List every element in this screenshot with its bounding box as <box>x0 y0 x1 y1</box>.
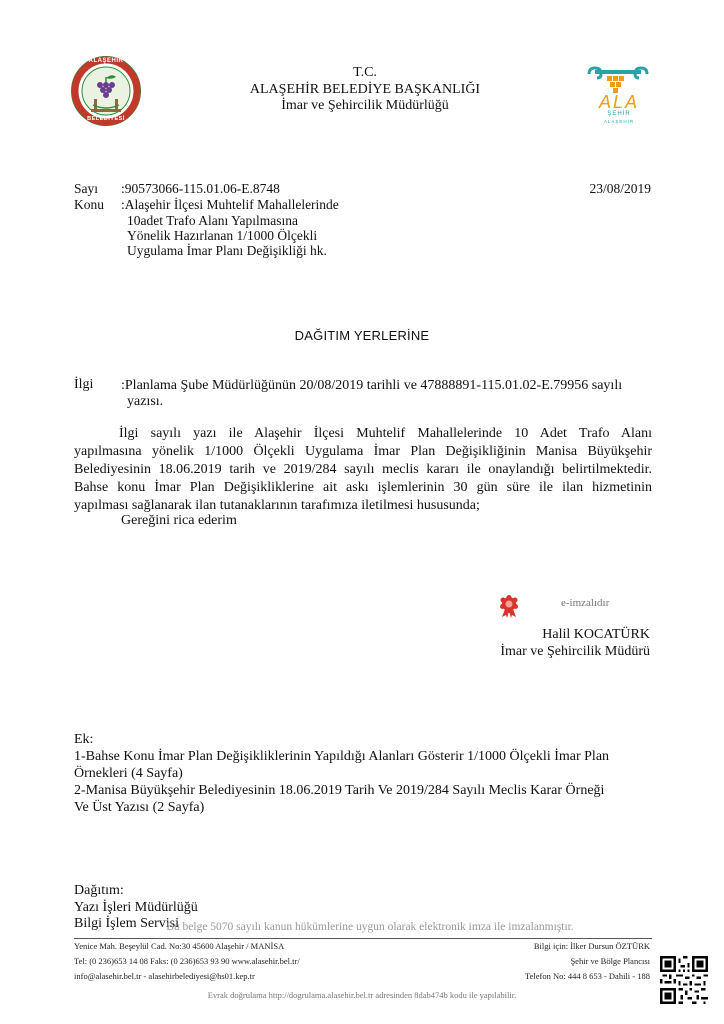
footer-info-phone: Telefon No: 444 8 653 - Dahili - 188 <box>525 971 650 981</box>
closing-text: Gereğini rica ederim <box>121 513 237 528</box>
distribution-item: Bilgi İşlem Servisi <box>74 916 179 931</box>
esign-label: e-imzalıdır <box>561 597 610 609</box>
document-date: 23/08/2019 <box>589 181 651 196</box>
verification-note: Evrak doğrulama http://dogrulama.alasehir.bel.tr adresinden 8dab474b kodu ile yapılabilir. <box>207 990 517 1000</box>
logo-word-alasehir: ALAŞEHİR <box>603 119 635 124</box>
body-line: Belediyesinin 18.06.2019 tarih ve 2019/284 sayılı meclis kararı ile onaylandığı belirtilmektedir. <box>74 462 652 477</box>
konu-line: 10adet Trafo Alanı Yapılmasına <box>127 213 298 228</box>
distribution-item: Yazı İşleri Müdürlüğü <box>74 900 198 915</box>
footer-info-contact: Bilgi için: İlker Dursun ÖZTÜRK <box>533 941 650 951</box>
footer-info-title: Şehir ve Bölge Plancısı <box>570 956 650 966</box>
sayi-label: Sayı <box>74 181 99 196</box>
footer-divider <box>74 938 652 939</box>
ilgi-line: yazısı. <box>127 394 164 409</box>
logo-word-ala: ALA <box>598 92 640 112</box>
body-line: yapılmasına yönelik 1/1000 Ölçekli Uygulama İmar Plan Değişikliğinin Manisa Büyükşehir <box>74 444 652 459</box>
esign-watermark: Bu belge 5070 sayılı kanun hükümlerine uygun olarak elektronik imza ile imzalanmıştır. <box>166 921 574 933</box>
distribution-label: Dağıtım: <box>74 883 124 898</box>
footer-phone: Tel: (0 236)653 14 08 Faks: (0 236)653 93 90 www.alasehir.bel.tr/ <box>74 956 300 966</box>
attachment-line: Örnekleri (4 Sayfa) <box>74 766 183 781</box>
header-line-department: İmar ve Şehircilik Müdürlüğü <box>281 98 449 113</box>
konu-line: Uygulama İmar Planı Değişikliği hk. <box>127 243 327 258</box>
attachments-label: Ek: <box>74 732 94 747</box>
header-line-municipality: ALAŞEHİR BELEDİYE BAŞKANLIĞI <box>249 82 481 97</box>
signer-name: Halil KOCATÜRK <box>542 627 650 642</box>
body-line: Bahse konu İmar Plan Değişikliklerine ait askı işlemlerinin 30 gün süre ile ilan hizmetinin <box>74 480 652 495</box>
recipients-title: DAĞITIM YERLERİNE <box>294 328 430 343</box>
municipality-logo <box>70 55 142 127</box>
attachment-line: Ve Üst Yazısı (2 Sayfa) <box>74 800 205 815</box>
body-paragraph <box>74 425 652 515</box>
logo-text-top: ALAŞEHİR <box>88 58 124 64</box>
sayi-value: :90573066-115.01.06-E.8748 <box>121 181 280 196</box>
qr-code <box>660 956 708 1004</box>
konu-line: Yönelik Hazırlanan 1/1000 Ölçekli <box>127 228 318 243</box>
header-line-tc: T.C. <box>353 65 377 80</box>
body-line: yapılması sağlanarak ilan tutanaklarının tarafımıza iletilmesi hususunda; <box>74 498 480 513</box>
signer-title: İmar ve Şehircilik Müdürü <box>500 644 650 659</box>
footer-email: info@alasehir.bel.tr - alasehirbelediyesi@hs01.kep.tr <box>74 971 255 981</box>
esign-seal-icon <box>497 594 521 618</box>
footer-address: Yenice Mah. Beşeylül Cad. No:30 45600 Alaşehir / MANİSA <box>74 941 285 951</box>
ilgi-line: :Planlama Şube Müdürlüğünün 20/08/2019 tarihli ve 47888891-115.01.02-E.79956 sayılı <box>121 378 623 393</box>
attachment-line: 2-Manisa Büyükşehir Belediyesinin 18.06.2019 Tarih Ve 2019/284 Sayılı Meclis Karar Örneği <box>74 783 605 798</box>
body-line: İlgi sayılı yazı ile Alaşehir İlçesi Muhtelif Mahallelerinde 10 Adet Trafo Alanı <box>119 426 652 441</box>
logo-text-bottom: BELEDİYESİ <box>87 116 125 122</box>
ala-sehir-logo <box>585 66 651 130</box>
logo-word-sehir: ŞEHİR <box>607 111 631 117</box>
konu-line: :Alaşehir İlçesi Muhtelif Mahallelerinde <box>121 197 339 212</box>
konu-label: Konu <box>74 197 104 212</box>
ilgi-label: İlgi <box>74 377 94 392</box>
attachment-line: 1-Bahse Konu İmar Plan Değişikliklerinin Yapıldığı Alanları Gösterir 1/1000 Ölçekli İmar Plan <box>74 749 610 764</box>
